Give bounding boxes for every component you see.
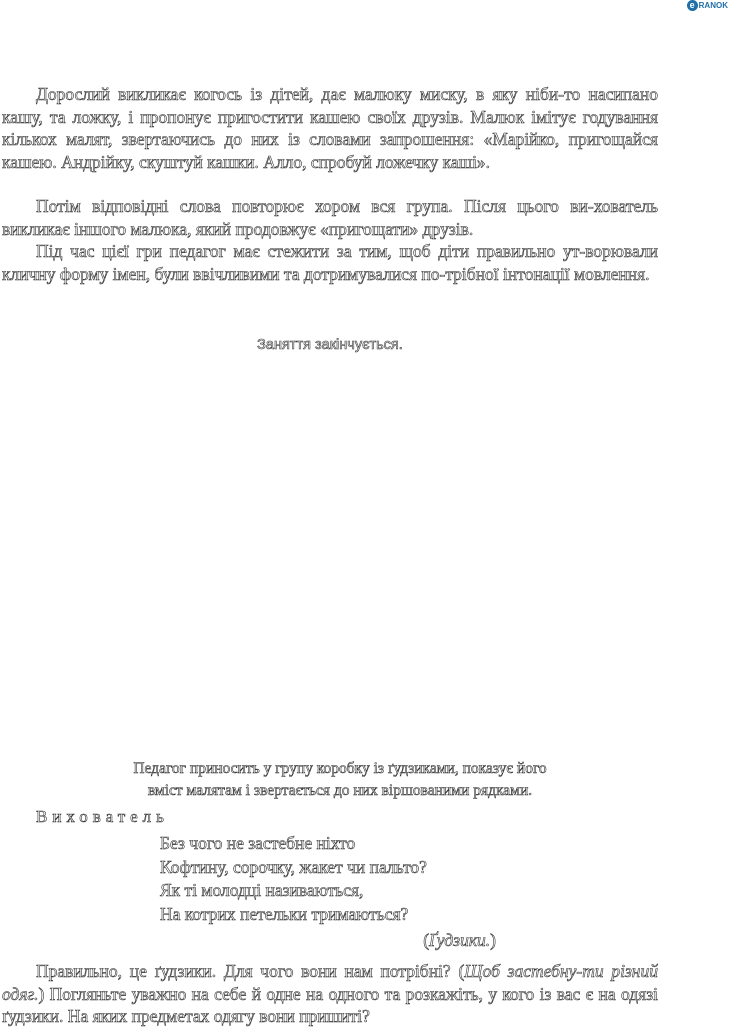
poem-line-3: Як ті молодці називаються, — [160, 880, 364, 900]
intro-note-line-2: вміст малятам і звертається до них віршованими рядками. — [147, 782, 533, 799]
final-italic: Щоб застебну-ти різний одяг. — [2, 961, 658, 1004]
answer-text: Ґудзики. — [429, 930, 491, 950]
poem — [160, 832, 427, 926]
answer-open: ( — [423, 930, 430, 950]
logo-text: RANOK — [698, 1, 728, 10]
answer-close: ) — [490, 930, 496, 950]
poem-line-2: Кофтину, сорочку, жакет чи пальто? — [160, 856, 427, 877]
intro-note — [40, 758, 640, 802]
paragraph-3: Під час цієї гри педагог має стежити за тим, щоб діти правильно ут-ворювали кличну форму імен, були ввічливими та дотримувалися по-трібної інтонації мовлення. — [2, 241, 658, 284]
riddle-answer — [423, 930, 496, 951]
final-part-1: Правильно, це ґудзики. Для чого вони нам потрібні? ( — [36, 961, 465, 981]
lesson-end-note: Заняття закінчується. — [257, 337, 403, 353]
poem-line-1: Без чого не застебне ніхто — [160, 833, 356, 853]
final-paragraph — [2, 960, 658, 1028]
poem-line-4: На котрих петельки тримаються? — [160, 903, 409, 924]
paragraph-2: Потім відповідні слова повторює хором вся група. Після цього ви-хователь викликає іншого малюка, який продовжує «пригощати» друзів. — [2, 196, 658, 239]
paragraph-1: Дорослий викликає когось із дітей, дає малюку миску, в яку ніби-то насипано кашу, та ложку, і пропонує пригостити кашею своїх друзів. Малюк імітує годування кількох малят, звертаючись до них із словами запрошення: «Марійко, пригощайся кашею. Андрійку, скуштуй кашки. Алло, спробуй ложечку каші». — [2, 84, 658, 172]
intro-note-line-1: Педагог приносить у групу коробку із ґудзиками, показує його — [133, 760, 547, 777]
publisher-logo — [687, 0, 728, 11]
speaker-label: Вихователь — [36, 807, 169, 826]
logo-e-icon: e — [687, 0, 698, 11]
final-part-2: ) Погляньте уважно на себе й одне на одного та розкажіть, у кого із вас є на одязі ґудзики. На яких предметах одягу вони пришиті? — [2, 983, 658, 1026]
